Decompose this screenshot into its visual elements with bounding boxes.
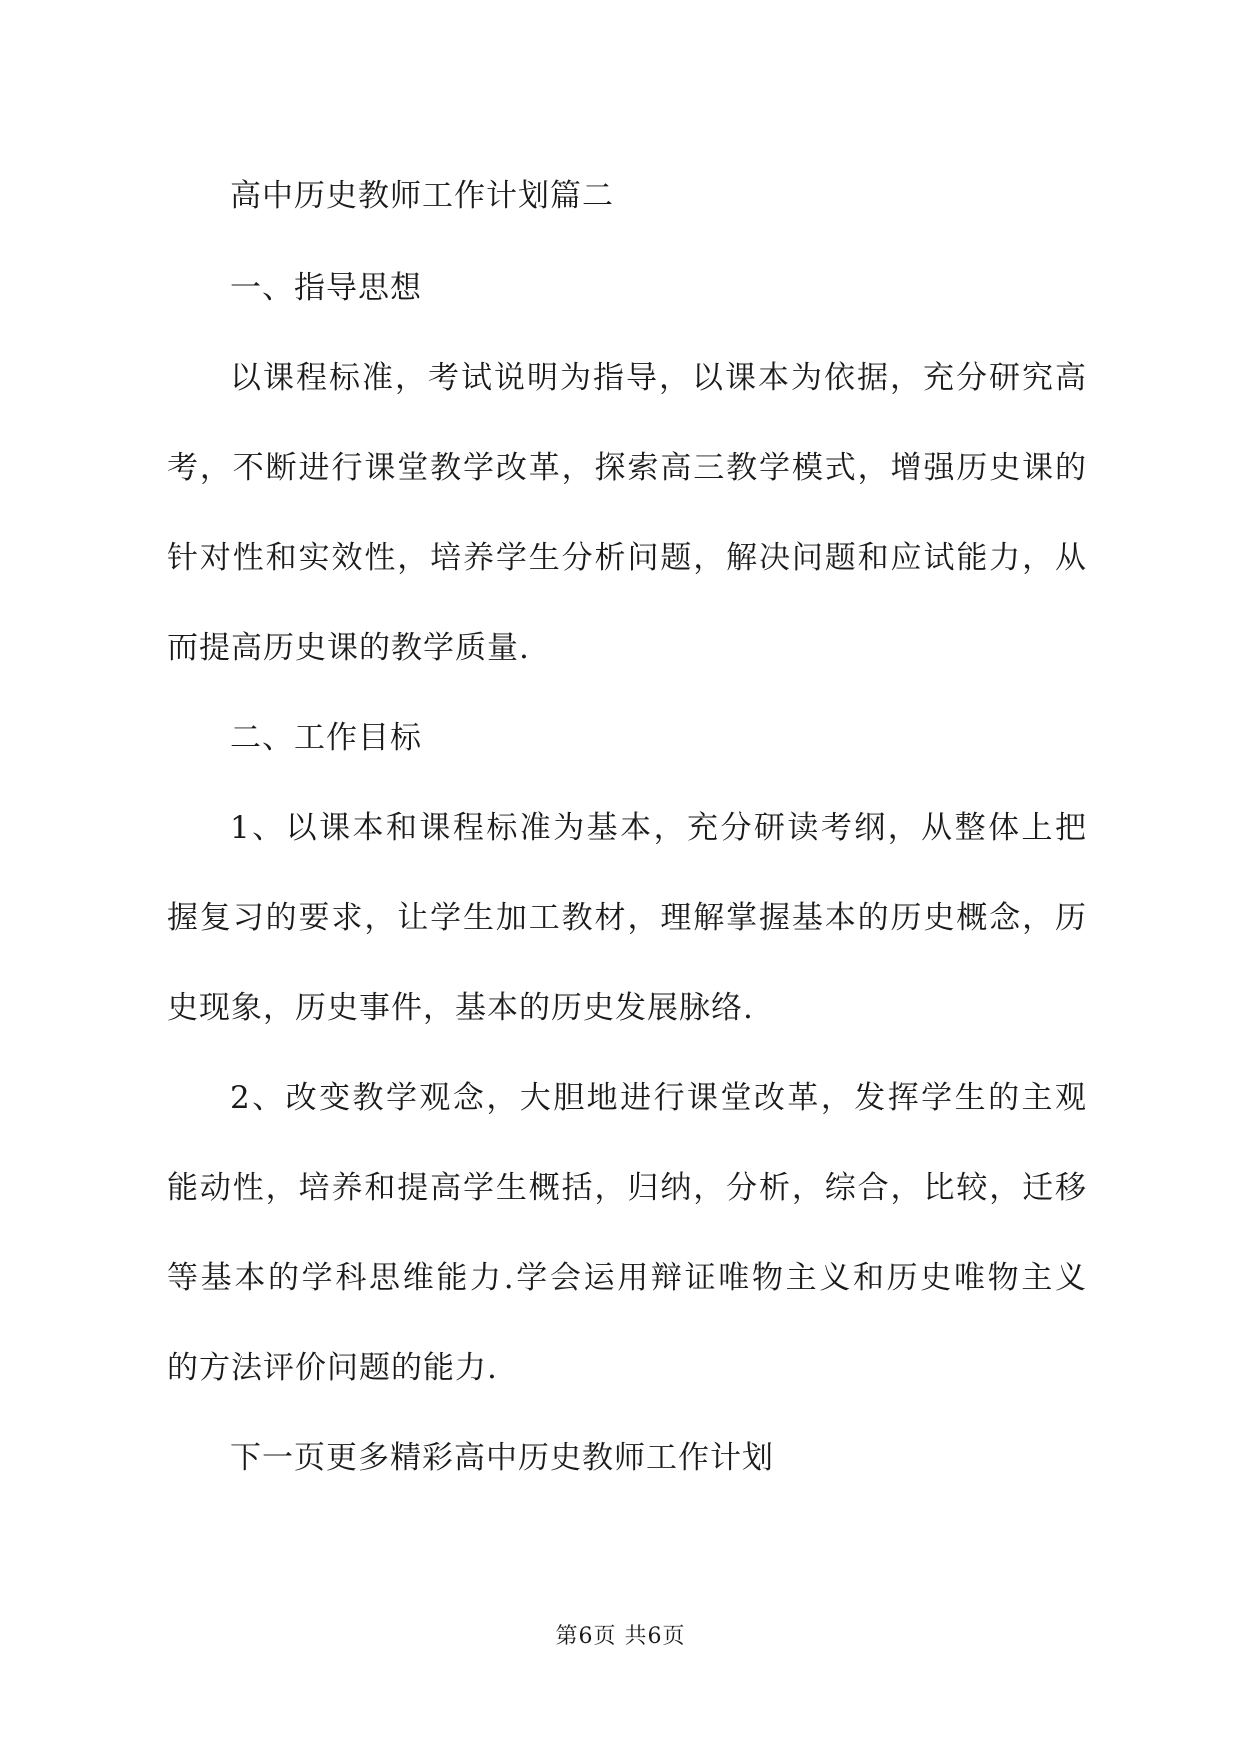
section-heading-work-goals: 二、工作目标 xyxy=(230,720,422,756)
next-page-link-text: 下一页更多精彩高中历史教师工作计划 xyxy=(230,1440,774,1476)
paragraph-line: 能动性，培养和提高学生概括，归纳，分析，综合，比较，迁移 xyxy=(167,1170,1087,1206)
paragraph-line: 考，不断进行课堂教学改革，探索高三教学模式，增强历史课的 xyxy=(167,450,1087,486)
paragraph-line: 的方法评价问题的能力. xyxy=(167,1350,498,1386)
paragraph-line: 2、改变教学观念，大胆地进行课堂改革，发挥学生的主观 xyxy=(230,1080,1087,1116)
paragraph-line: 针对性和实效性，培养学生分析问题，解决问题和应试能力，从 xyxy=(167,540,1087,576)
page-number-footer: 第6页 共6页 xyxy=(555,1624,686,1649)
paragraph-line: 以课程标准，考试说明为指导，以课本为依据，充分研究高 xyxy=(230,360,1087,396)
document-title: 高中历史教师工作计划篇二 xyxy=(230,178,614,214)
paragraph-line: 1、以课本和课程标准为基本，充分研读考纲，从整体上把 xyxy=(230,810,1087,846)
paragraph-line: 握复习的要求，让学生加工教材，理解掌握基本的历史概念，历 xyxy=(167,900,1087,936)
paragraph-line: 等基本的学科思维能力.学会运用辩证唯物主义和历史唯物主义 xyxy=(167,1260,1087,1296)
paragraph-line: 史现象，历史事件，基本的历史发展脉络. xyxy=(167,990,754,1026)
section-heading-guiding-ideology: 一、指导思想 xyxy=(230,270,422,306)
paragraph-line: 而提高历史课的教学质量. xyxy=(167,630,530,666)
